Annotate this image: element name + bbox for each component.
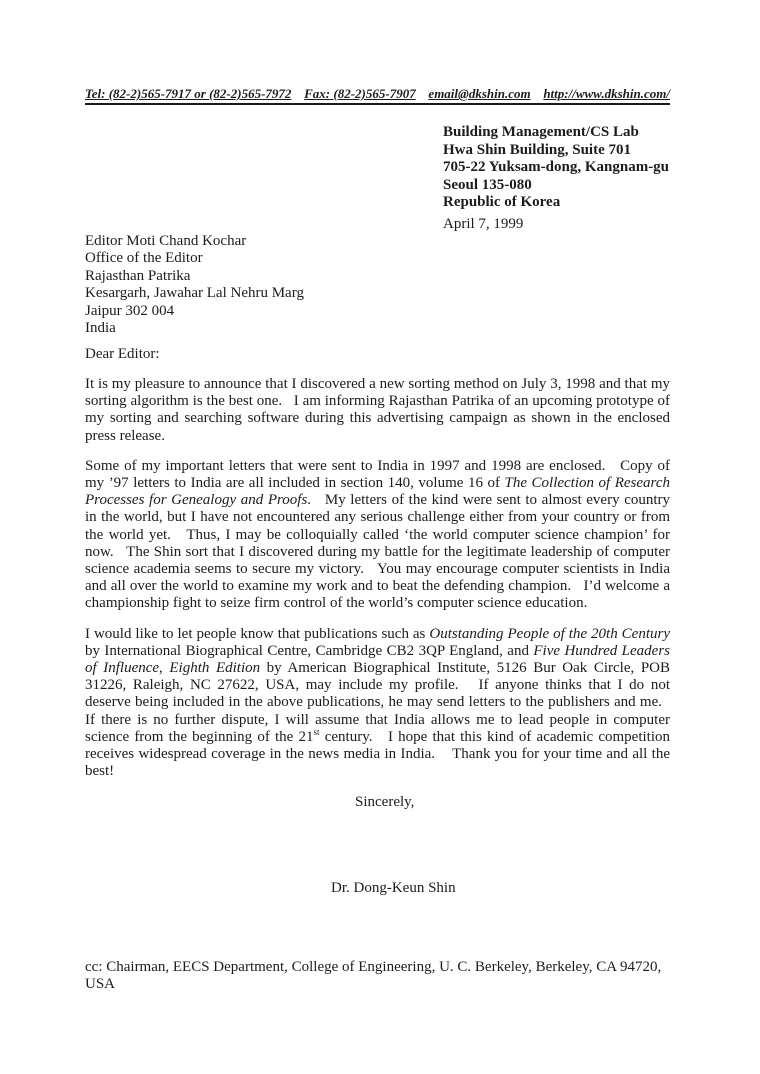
sender-address-block [443, 124, 670, 212]
letterhead-contact-line [85, 86, 670, 105]
p3-text-run: by American Biographical Institute, 5126 Bur Oak Circle, POB 31226, Raleigh, NC 27622, USA, may include my profile. If anyone thinks that I do not deserve being included in the above publications, he may send letters to the publishers and me. If there is no further dispute, I will assume that India allows me to lead people in computer science from the beginning of the 21 [85, 659, 670, 745]
salutation: Dear Editor: [85, 345, 160, 362]
recipient-line-country: India [85, 320, 116, 337]
valediction: Sincerely, [355, 794, 415, 811]
p2-text-run: Some of my important letters that were sent to India in 1997 and 1998 are enclosed. Copy of my ’97 letters to India are all included in section 140, volume 16 of [85, 457, 670, 491]
p3-text-run: by International Biographical Centre, Cambridge CB2 3QP England, and [85, 642, 534, 659]
letter-date: April 7, 1999 [443, 215, 524, 232]
recipient-line-street: Kesargarh, Jawahar Lal Nehru Marg [85, 285, 304, 302]
p3-ordinal-superscript: st [313, 726, 320, 737]
p3-text-run: , [159, 659, 170, 676]
letterhead-fax: Fax: (82-2)565-7907 [304, 86, 416, 101]
p3-publication-title: Five Hundred Leaders of Influence [85, 642, 671, 676]
p2-publication-title: The Collection of Research Processes for Genealogy and Proofs [85, 474, 670, 509]
letterhead-email: email@dkshin.com [428, 86, 531, 101]
sender-line-street: 705-22 Yuksam-dong, Kangnam-gu [443, 159, 670, 175]
paragraph-announcement: It is my pleasure to announce that I discovered a new sorting method on July 3, 1998 and that my sorting algorithm is the best one. I am informing Rajasthan Patrika of an upcoming prototype of my sorting and searching software during this advertising campaign as shown in the enclosed press release. [85, 375, 670, 444]
paragraph-publications [85, 626, 670, 781]
sender-line-city: Seoul 135-080 [443, 176, 532, 193]
cc-line: cc: Chairman, EECS Department, College of Engineering, U. C. Berkeley, Berkeley, CA 94720, USA [85, 958, 662, 992]
letterhead-tel: Tel: (82-2)565-7917 or (82-2)565-7972 [85, 86, 292, 101]
paragraph-letters-enclosed [85, 458, 670, 613]
p3-publication-title: Outstanding People of the 20th Century [429, 625, 670, 642]
sender-line-building: Hwa Shin Building, Suite 701 [443, 141, 631, 158]
recipient-address-block [85, 233, 670, 338]
p3-text-run: century. I hope that this kind of academic competition receives widespread coverage in the news media in India. Thank you for your time and all the best! [85, 728, 671, 780]
sender-line-lab: Building Management/CS Lab [443, 124, 639, 140]
recipient-line-name: Editor Moti Chand Kochar [85, 232, 247, 249]
p3-publication-edition: Eighth Edition [169, 659, 261, 676]
letterhead-website: http://www.dkshin.com/ [543, 86, 670, 101]
recipient-line-organization: Rajasthan Patrika [85, 267, 191, 284]
recipient-line-office: Office of the Editor [85, 250, 203, 267]
signature-name: Dr. Dong-Keun Shin [331, 879, 456, 896]
sender-line-country: Republic of Korea [443, 194, 561, 210]
p2-text-run: . My letters of the kind were sent to almost every country in the world, but I have not encountered any serious challenge either from your country or from the world yet. Thus, I may be colloquially called ‘the world computer science champion’ for now. The Shin sort that I discovered during my battle for the legitimate leadership of computer science academia seems to secure my victory. You may encourage computer scientists in India and all over the world to examine my work and to beat the defending champion. I’d welcome a championship fight to seize firm control of the world’s computer science education. [85, 492, 671, 612]
recipient-line-city: Jaipur 302 004 [85, 302, 175, 319]
p3-text-run: I would like to let people know that publications such as [85, 625, 430, 642]
